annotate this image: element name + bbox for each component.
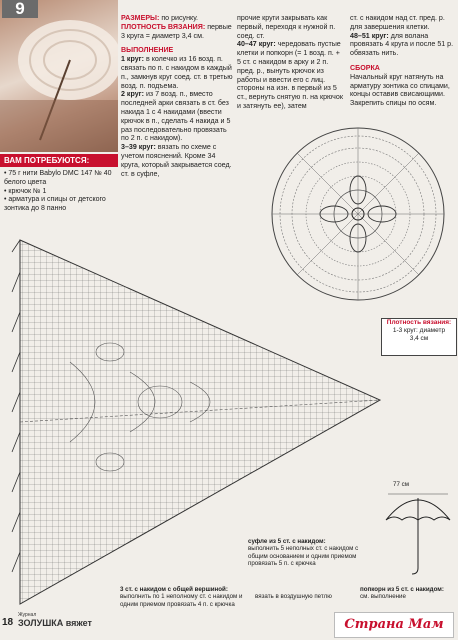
density-box-line-2: 1-3 круг: диаметр xyxy=(392,327,446,334)
text-column-3 xyxy=(237,14,345,111)
legend-three-title: 3 ст. с накидом с общей вершиной: xyxy=(120,586,228,593)
legend-popcorn-title: попкорн из 5 ст. с накидом: xyxy=(360,586,444,593)
materials-title: ВАМ ПОТРЕБУЮТСЯ: xyxy=(0,154,118,167)
col3-text1: прочие круги закрывать как первый, переходя к нужной п. соед. ст. xyxy=(237,14,336,40)
row1-label: 1 круг: xyxy=(121,55,144,64)
row2-text: из 7 возд. п., вместо последней арки связать в ст. без накида 1 с 4 накидами (ввести крючок в п., сделать 4 накида и 5 раз последовательно провязать по 2 п. с накидом). xyxy=(121,90,231,143)
magazine-small: Журнал xyxy=(18,612,37,618)
legend-three xyxy=(120,586,250,608)
row1-text: в колечко из 16 возд. п. связать по п. с накидом в каждый п., замкнув круг соед. ст. в третью возд. п. подъема. xyxy=(121,55,233,90)
assembly-title: СБОРКА xyxy=(350,63,380,72)
row3-label: 3–39 круг: xyxy=(121,143,156,152)
materials-box xyxy=(0,154,118,217)
legend-three-text: выполнить по 1 неполному ст. с накидом и одним приемом провязать 4 п. с крючка xyxy=(120,593,243,608)
density-title: ПЛОТНОСТЬ ВЯЗАНИЯ: xyxy=(121,22,206,31)
row40-label: 40–47 круг: xyxy=(237,40,276,49)
density-box xyxy=(381,318,457,356)
sizes-text: по рисунку. xyxy=(161,14,199,22)
brand-watermark: Страна Мам xyxy=(334,612,454,638)
umbrella-size-label: 77 см xyxy=(393,481,409,488)
col4-text1: ст. с накидом над ст. пред. р. для завершения клетки. xyxy=(350,14,445,31)
row40-text: чередовать пустые клетки и попкорн (= 1 возд. п. + 5 ст. с накидом в арку и 2 п. пред. р., вынуть крючок из работы и ввести его с лиц. стороны на изн. в первый из 5 ст., вернуть снятую п. на крючок и затянуть ее), затем xyxy=(237,40,343,110)
umbrella-photo xyxy=(0,0,118,152)
materials-line-2: • крючок № 1 xyxy=(4,187,47,195)
execution-title: ВЫПОЛНЕНИЕ xyxy=(121,46,174,55)
text-column-2 xyxy=(121,14,233,178)
legend-souffle-text: выполнить 5 неполных ст. с накидом с общим основанием и одним приемом провязать 5 п. с крючка xyxy=(248,545,359,568)
assembly-text: Начальный круг натянуть на арматуру зонтика со спицами, концы оставив свисающими. Закрепить спицы по осям. xyxy=(350,72,450,108)
density-box-title: Плотность вязания: xyxy=(386,319,452,326)
page-number: 18 xyxy=(2,617,14,628)
section-number-badge: 9 xyxy=(2,0,38,18)
legend-souffle xyxy=(248,538,378,568)
row48-label: 48–51 круг: xyxy=(350,31,389,40)
legend-popcorn-text: см. выполнение xyxy=(360,593,406,601)
umbrella-icon xyxy=(382,480,454,580)
legend-souffle-title: суфле из 5 ст. с накидом: xyxy=(248,538,326,545)
density-text: первые 3 круга = диаметр 3,4 см. xyxy=(121,22,232,40)
umbrella-photo-drawing xyxy=(0,0,118,152)
materials-line-1: • 75 г нити Babylo DMC 147 № 40 белого цвета xyxy=(4,170,112,186)
sizes-title: РАЗМЕРЫ: xyxy=(121,14,160,22)
magazine-name: ЗОЛУШКА вяжет xyxy=(18,618,92,628)
text-column-4 xyxy=(350,14,454,108)
materials-line-3: • арматура и спицы от детского зонтика до 8 панно xyxy=(4,196,106,213)
density-box-line-3: 3,4 см xyxy=(409,335,429,342)
magazine-title xyxy=(18,612,92,628)
legend-popcorn xyxy=(360,586,456,601)
row48-text: для волана провязать 4 круга и после 51 р. обвязать нить. xyxy=(350,31,454,58)
row2-label: 2 круг: xyxy=(121,90,144,99)
legend-chain: вязать в воздушную петлю xyxy=(255,593,332,600)
row3-text: вязать по схеме с учетом пояснений. Кроме 34 круга, который закрывается соед. ст. в суфле, xyxy=(121,143,232,178)
